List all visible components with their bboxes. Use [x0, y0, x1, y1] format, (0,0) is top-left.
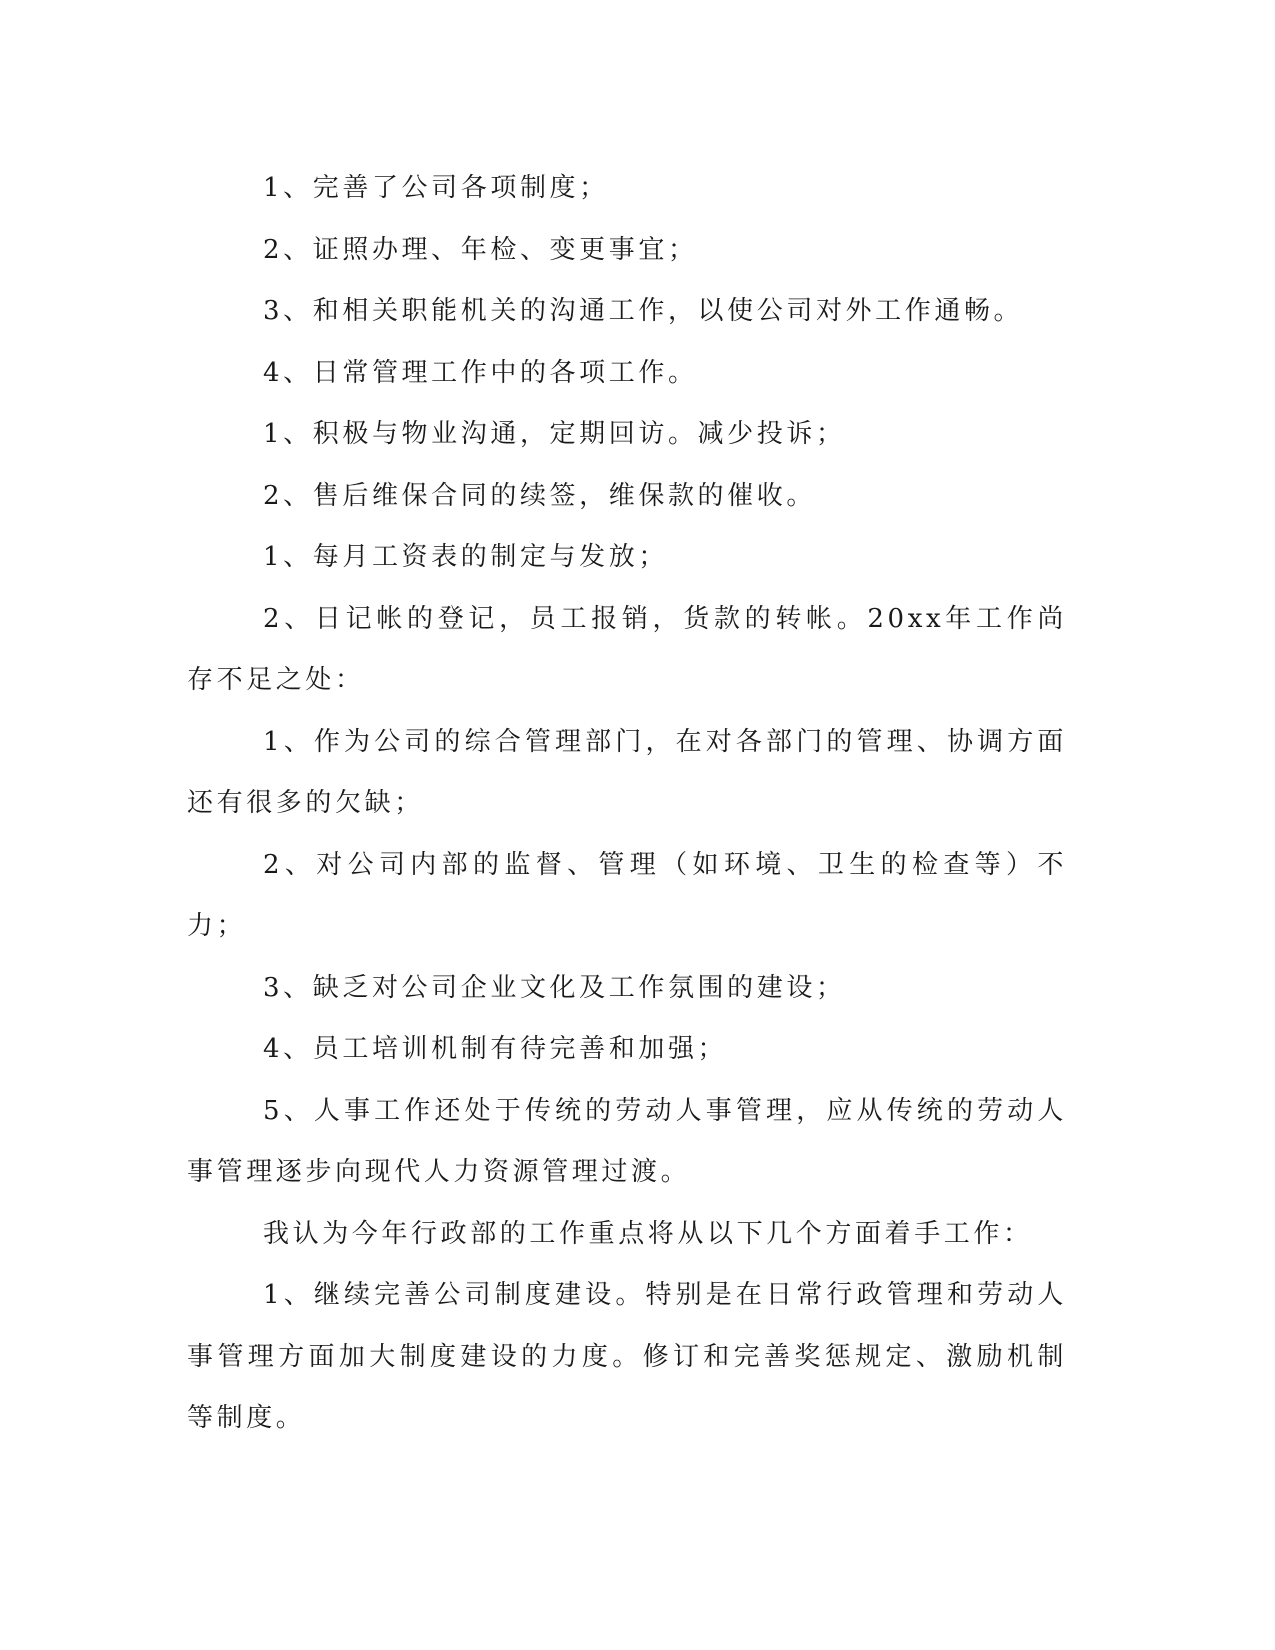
paragraph: 1、每月工资表的制定与发放；	[263, 542, 668, 572]
paragraph: 3、缺乏对公司企业文化及工作氛围的建设；	[263, 972, 846, 1003]
document-body	[187, 158, 1067, 1450]
paragraph: 我认为今年行政部的工作重点将从以下几个方面着手工作：	[263, 1218, 1033, 1249]
paragraph: 5、人事工作还处于传统的劳动人事管理，应从传统的劳动人事管理逐步向现代人力资源管理过渡。	[187, 1095, 1067, 1187]
paragraph: 4、员工培训机制有待完善和加强；	[263, 1034, 728, 1064]
paragraph: 1、作为公司的综合管理部门，在对各部门的管理、协调方面还有很多的欠缺；	[187, 726, 1067, 818]
paragraph: 1、继续完善公司制度建设。特别是在日常行政管理和劳动人事管理方面加大制度建设的力度。修订和完善奖惩规定、激励机制等制度。	[187, 1280, 1067, 1433]
paragraph: 1、完善了公司各项制度；	[263, 173, 609, 203]
paragraph: 2、售后维保合同的续签，维保款的催收。	[263, 480, 816, 511]
paragraph: 2、证照办理、年检、变更事宜；	[263, 234, 698, 265]
paragraph: 2、日记帐的登记，员工报销，货款的转帐。20xx年工作尚存不足之处：	[187, 603, 1067, 695]
paragraph: 1、积极与物业沟通，定期回访。减少投诉；	[263, 419, 846, 449]
paragraph: 3、和相关职能机关的沟通工作，以使公司对外工作通畅。	[263, 296, 1024, 326]
paragraph: 2、对公司内部的监督、管理（如环境、卫生的检查等）不力；	[187, 849, 1067, 941]
paragraph: 4、日常管理工作中的各项工作。	[263, 357, 698, 388]
